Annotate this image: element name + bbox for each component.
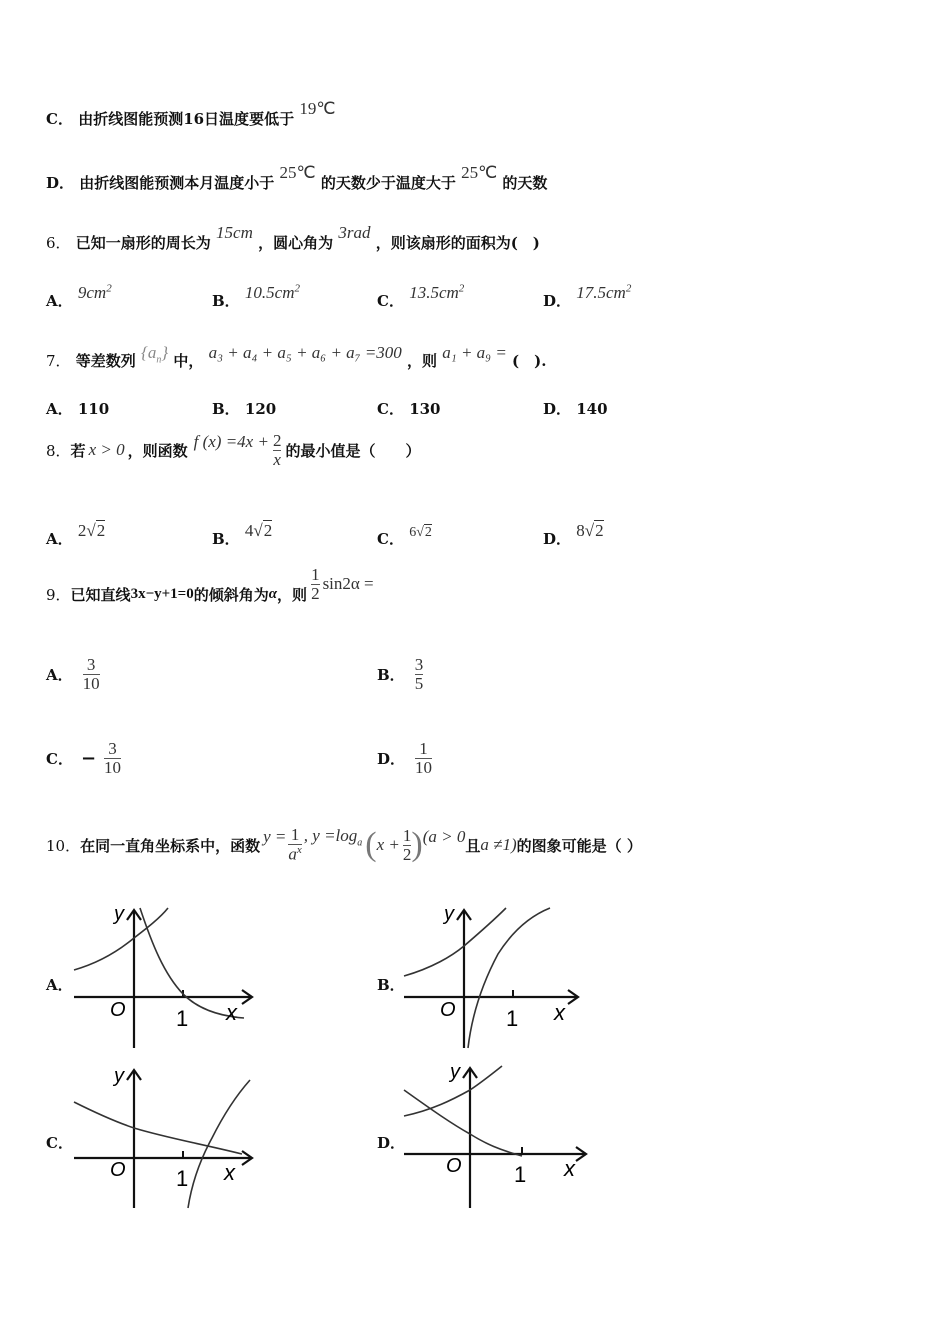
graph-c	[72, 1062, 257, 1210]
graph-d-label: D．	[377, 1134, 406, 1152]
option-value: 120	[244, 400, 277, 418]
question-text: 已知一扇形的周长为	[75, 234, 211, 252]
option-label: D．	[543, 292, 572, 310]
question-text: 已知直线	[70, 585, 131, 604]
y-label: y	[450, 1062, 460, 1083]
curve-log	[404, 1090, 522, 1156]
origin-label: O	[446, 1155, 462, 1177]
math-y: y =	[263, 827, 287, 846]
math-temp: 25℃	[279, 163, 316, 182]
option-value: 6√2	[409, 525, 432, 540]
x-label: x	[224, 1160, 235, 1185]
x-label: x	[226, 1000, 237, 1025]
question-text: ，则	[277, 585, 308, 604]
option-value: $10.5cm^2$	[244, 282, 300, 302]
question-text: 在同一直角坐标系中，函数	[80, 836, 261, 855]
option-value: 2√2	[77, 521, 106, 540]
question-text: ( ).	[512, 352, 547, 370]
graph-d	[402, 1062, 592, 1210]
question-text: ，圆心角为	[258, 234, 334, 252]
math-equation: a₃ + a₄ + a₅ + a₆ + a₇ =300	[208, 343, 402, 362]
q8-option-d	[543, 521, 604, 549]
math-temp: 25℃	[461, 163, 498, 182]
one-label: 1	[514, 1162, 527, 1187]
math-temp: 19℃	[299, 99, 336, 118]
question-text: ，则	[407, 352, 438, 370]
option-label: D．	[46, 174, 75, 192]
one-label: 1	[506, 1006, 519, 1031]
q8-option-a	[46, 521, 106, 549]
option-label: A．	[46, 530, 73, 548]
option-fraction: $\frac{3}{10}$	[82, 655, 100, 693]
option-fraction: $\frac{3}{5}$	[414, 655, 424, 693]
q8-option-b	[212, 521, 273, 549]
question-number: 10．	[46, 836, 81, 855]
math-condition: a ≠1)	[480, 835, 517, 854]
question-text: ，则该扇形的面积为( )	[375, 234, 540, 252]
q5-option-d	[46, 163, 548, 193]
option-label: D．	[377, 749, 406, 768]
math-sequence: $\{a_n\}$	[141, 343, 169, 366]
option-label: A．	[46, 292, 73, 310]
question-number: 9．	[46, 585, 71, 604]
right-paren: )	[411, 826, 423, 863]
option-label: A．	[46, 665, 73, 684]
option-value: $17.5cm^2$	[576, 282, 632, 302]
question-number: 8．	[46, 441, 71, 460]
q9-stem	[46, 565, 374, 613]
q6-stem	[46, 223, 540, 253]
math-expression: sin2α =	[322, 574, 374, 594]
option-label: B．	[212, 400, 240, 418]
q9-option-d	[377, 740, 432, 777]
one-label: 1	[176, 1006, 189, 1031]
alpha-symbol: α	[268, 585, 278, 602]
option-label: C．	[377, 530, 404, 548]
math-condition: x > 0	[88, 440, 125, 460]
q6-option-b	[212, 282, 300, 311]
graph-c-label: C．	[46, 1134, 73, 1152]
math-condition: (a > 0	[422, 827, 466, 846]
math-fraction: $\frac{1}{a^x}$	[288, 825, 302, 864]
q8-stem	[46, 432, 420, 469]
q10-stem	[46, 826, 642, 864]
option-label: B．	[212, 530, 240, 548]
q5-option-c	[46, 99, 336, 129]
option-label: D．	[543, 400, 572, 418]
origin-label: O	[110, 999, 126, 1021]
math-angle: 3rad	[338, 223, 371, 242]
option-value: 140	[576, 400, 608, 418]
math-perimeter: 15cm	[216, 223, 253, 242]
graph-b-label: B．	[377, 976, 405, 994]
y-label: y	[114, 1065, 124, 1087]
math-equation: a₁ + a₉ =	[442, 343, 507, 362]
option-text: 由折线图能预测16日温度要低于	[78, 110, 295, 128]
one-label: 1	[176, 1166, 189, 1191]
question-text: 的倾斜角为	[193, 585, 269, 604]
line-equation: 3x−y+1=0	[130, 585, 194, 602]
math-inner: x +	[376, 835, 400, 854]
q9-option-b	[377, 656, 423, 693]
option-label: B．	[377, 665, 405, 684]
option-text: 的天数少于温度大于	[320, 174, 456, 192]
option-label: C．	[377, 292, 404, 310]
question-text: ，则函数	[127, 441, 188, 460]
question-text: 的最小值是（ ）	[285, 441, 421, 460]
q9-option-c	[46, 740, 121, 777]
option-value: 8√2	[576, 521, 604, 540]
math-function: f (x) =4x +	[193, 432, 269, 452]
q6-option-d	[543, 282, 632, 311]
origin-label: O	[440, 999, 456, 1021]
math-fraction: $\frac{1}{2}$	[402, 825, 412, 864]
option-text: 的天数	[502, 174, 548, 192]
graph-a	[72, 904, 257, 1050]
y-label: y	[444, 904, 454, 925]
option-fraction: $\frac{1}{10}$	[415, 739, 433, 777]
option-sign: −	[80, 747, 97, 769]
q6-option-c	[377, 282, 465, 311]
q7-option-c	[377, 398, 441, 419]
option-label: C．	[46, 110, 73, 128]
option-value: $13.5cm^2$	[409, 282, 465, 302]
math-fraction: $\frac{1}{2}$	[311, 565, 320, 603]
option-value: 4√2	[244, 521, 273, 540]
option-value: 110	[77, 400, 110, 418]
x-label: x	[564, 1156, 575, 1181]
y-label: y	[114, 904, 124, 925]
q6-option-a	[46, 282, 112, 311]
option-label: D．	[543, 530, 572, 548]
option-text: 由折线图能预测本月温度小于	[79, 174, 275, 192]
q7-option-a	[46, 398, 109, 419]
q7-stem	[46, 343, 547, 373]
origin-label: O	[110, 1159, 126, 1181]
option-label: A．	[46, 400, 73, 418]
option-fraction: $\frac{3}{10}$	[104, 739, 122, 777]
option-label: C．	[377, 400, 404, 418]
curve-exponential	[404, 908, 506, 976]
question-number: 7．	[46, 352, 71, 370]
question-text: 若	[70, 441, 86, 460]
question-text: 等差数列	[75, 352, 136, 370]
graph-b	[402, 904, 587, 1050]
q7-option-d	[543, 398, 608, 419]
math-fraction: $\frac{2}{x}$	[272, 431, 282, 469]
option-label: C．	[46, 749, 73, 768]
math-log: , $y =\log_a$	[303, 825, 363, 849]
q9-option-a	[46, 656, 100, 693]
option-value: 130	[409, 400, 441, 418]
q8-option-c	[377, 525, 432, 549]
option-value: $9cm^2$	[77, 282, 112, 302]
option-label: B．	[212, 292, 240, 310]
x-label: x	[554, 1000, 565, 1025]
q7-option-b	[212, 398, 276, 419]
question-text: 的图象可能是（ ）	[516, 836, 642, 855]
question-text: 中，	[173, 352, 204, 370]
question-number: 6．	[46, 234, 71, 252]
question-text: 且	[465, 836, 481, 855]
left-paren: (	[365, 826, 377, 863]
graph-a-label: A．	[46, 976, 73, 994]
